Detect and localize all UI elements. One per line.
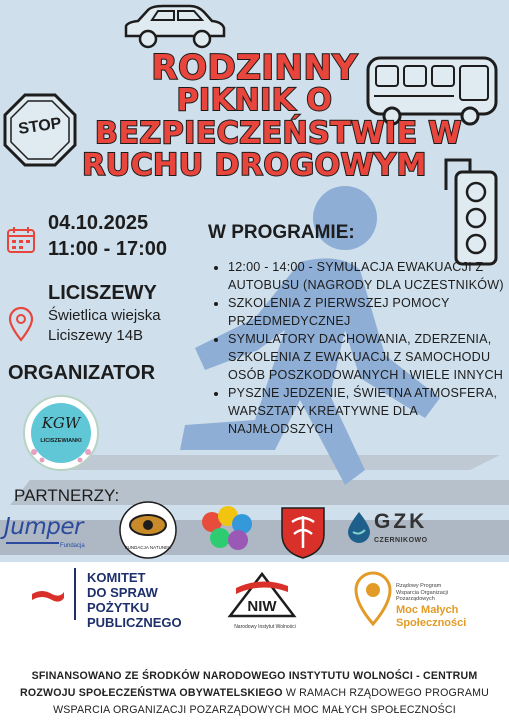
moc-small-line: Rządowy Program: [396, 583, 442, 589]
place-name: LICISZEWY: [48, 282, 157, 304]
event-time: 11:00 - 17:00: [48, 238, 167, 260]
komitet-logo-text: [87, 570, 182, 630]
event-date: 04.10.2025: [48, 212, 149, 234]
gzk-logo-sub: CZERNIKOWO: [374, 537, 428, 544]
coat-of-arms-logo: [278, 504, 328, 560]
jumper-logo: Jumper: [4, 514, 83, 540]
niw-logo-text: NIW: [247, 598, 277, 615]
jumper-logo-sub: Fundacja: [60, 543, 85, 549]
program-item: • SZKOLENIA Z PIERWSZEJ POMOCY PRZEDMEDYCZNEJ: [228, 294, 509, 330]
organizer-heading: ORGANIZATOR: [8, 362, 156, 384]
hands-logo: [192, 500, 262, 562]
calendar-icon: [6, 226, 36, 254]
kgw-logo-sub: LICISZEWIANKI: [40, 438, 82, 444]
car-icon: [118, 2, 228, 52]
program-item: • SYMULATORY DACHOWANIA, ZDERZENIA, SZKOLENIA Z EWAKUACJI Z SAMOCHODU OSÓB POSZKODOWANYCH I WIELE INNYCH: [228, 330, 509, 384]
moc-big-line: Społeczności: [396, 617, 467, 629]
funding-statement-bold: SFINANSOWANO ZE ŚRODKÓW NARODOWEGO INSTYTUTU WOLNOŚCI - CENTRUM ROZWOJU SPOŁECZEŃSTWA OBYWATELSKIEGO: [20, 670, 478, 699]
jumper-underline: [4, 540, 104, 546]
title-line-4: RUCHU DROGOWYM: [82, 148, 427, 183]
polish-flag-icon: [30, 586, 66, 606]
moc-malych-small-text: [396, 583, 448, 603]
natunek-logo-text: FUNDACJA NATUNEK: [124, 545, 172, 550]
moc-small-line: Pozarządowych: [396, 596, 435, 602]
program-item: • PYSZNE JEDZENIE, ŚWIETNA ATMOSFERA, WARSZTATY KREATYWNE DLA NAJMŁODSZYCH: [228, 384, 509, 438]
location-pin-icon: [8, 306, 34, 342]
funding-statement: [10, 668, 499, 719]
title-line-3: BEZPIECZEŃSTWIE W: [95, 116, 462, 151]
gzk-logo-text: GZK: [374, 510, 428, 533]
kgw-logo-text: KGW: [41, 414, 81, 432]
komitet-line: DO SPRAW: [87, 585, 158, 600]
niw-caption: Narodowy Instytut Wolności: [234, 624, 296, 630]
partners-heading: PARTNERZY:: [14, 486, 120, 505]
program-list: [212, 258, 509, 438]
komitet-line: PUBLICZNEGO: [87, 615, 182, 630]
program-item: • 12:00 - 14:00 - SYMULACJA EWAKUACJI Z AUTOBUSU (NAGRODY DLA UCZESTNIKÓW): [228, 258, 509, 294]
komitet-divider: [74, 568, 76, 620]
komitet-line: POŻYTKU: [87, 600, 150, 615]
komitet-line: KOMITET: [87, 570, 146, 585]
natunek-logo: [114, 500, 182, 562]
funding-statement-rest: W RAMACH RZĄDOWEGO PROGRAMU WSPARCIA ORGANIZACJI POZARZĄDOWYCH MOC MAŁYCH SPOŁECZNOŚCI: [53, 687, 489, 716]
stop-sign-text: STOP: [17, 115, 63, 138]
program-heading: W PROGRAMIE:: [208, 222, 355, 243]
moc-small-line: Wsparcia Organizacji: [396, 589, 448, 596]
title-line-2: PIKNIK O: [176, 83, 333, 118]
moc-malych-logo-icon: [352, 568, 394, 626]
place-line-1: Świetlica wiejska: [48, 307, 161, 324]
moc-big-line: Moc Małych: [396, 604, 459, 616]
kgw-logo: [22, 394, 100, 472]
title-line-1: RODZINNY: [151, 48, 358, 88]
water-drop-icon: [346, 510, 372, 544]
moc-malych-big-text: [396, 604, 466, 630]
place-line-2: Liciszewy 14B: [48, 327, 144, 344]
